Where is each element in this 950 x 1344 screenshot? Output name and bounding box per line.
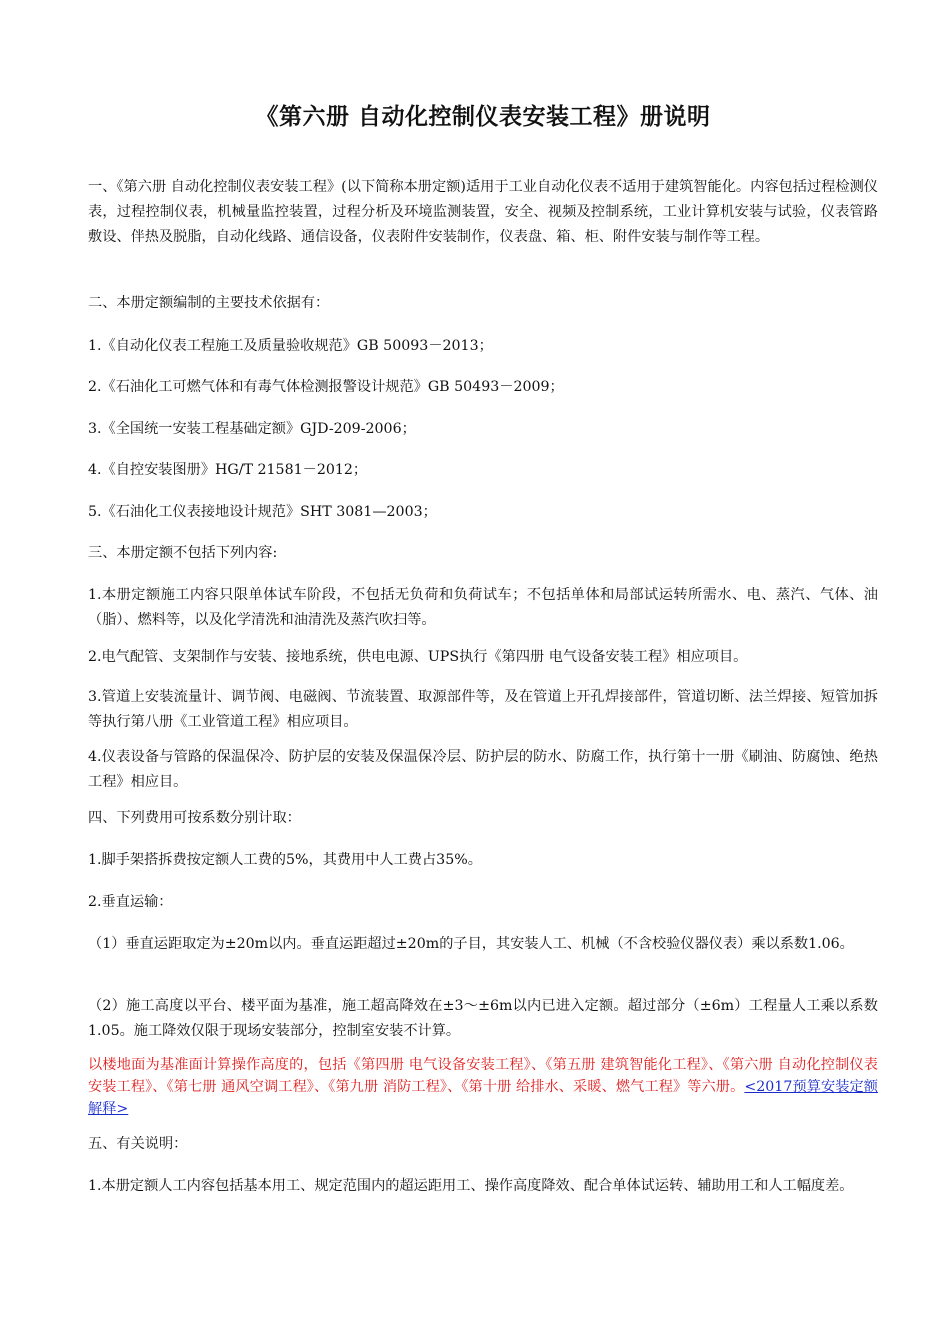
section1-paragraph: 一、《第六册 自动化控制仪表安装工程》(以下简称本册定额)适用于工业自动化仪表不适用于建筑智能化。内容包括过程检测仪表，过程控制仪表，机械量监控装置，过程分析及环境监测装置，安全、视频及控制系统，工业计算机安装与试验，仪表管路敷设、伴热及脱脂，自动化线路、通信设备，仪表附件安装制作，仪表盘、箱、柜、附件安装与制作等工程。: [88, 179, 878, 245]
section3-heading: 三、本册定额不包括下列内容:: [88, 545, 278, 561]
section2-item-1: 1.《自动化仪表工程施工及质量验收规范》GB 50093－2013；: [88, 338, 493, 354]
section4-note-text: 以楼地面为基准面计算操作高度的，包括《第四册 电气设备安装工程》、《第五册 建筑智能化工程》、《第六册 自动化控制仪表安装工程》、《第七册 通风空调工程》、《第九册 消防工程》、《第十册 给排水、采暖、燃气工程》等六册。: [88, 1057, 878, 1095]
section2-item-4: 4.《自控安装图册》HG/T 21581－2012；: [88, 462, 368, 478]
section4-heading: 四、下列费用可按系数分别计取：: [88, 810, 301, 826]
section2-heading: 二、本册定额编制的主要技术依据有：: [88, 295, 330, 311]
section3-item-1: 1.本册定额施工内容只限单体试车阶段，不包括无负荷和负荷试车；不包括单体和局部试运转所需水、电、蒸汽、气体、油（脂）、燃料等，以及化学清洗和油清洗及蒸汽吹扫等。: [88, 587, 878, 628]
section5-heading: 五、有关说明：: [88, 1136, 188, 1152]
section2-item-5: 5.《石油化工仪表接地设计规范》SHT 3081—2003；: [88, 504, 437, 520]
section4-sub-2: （2）施工高度以平台、楼平面为基准，施工超高降效在±3～±6m以内已进入定额。超过部分（±6m）工程量人工乘以系数1.05。施工降效仅限于现场安装部分，控制室安装不计算。: [88, 998, 878, 1039]
section2-item-2: 2.《石油化工可燃气体和有毒气体检测报警设计规范》GB 50493－2009；: [88, 379, 564, 395]
section3-item-2: 2.电气配管、支架制作与安装、接地系统，供电电源、UPS执行《第四册 电气设备安装工程》相应项目。: [88, 649, 748, 665]
section4-sub-1: （1）垂直运距取定为±20m以内。垂直运距超过±20m的子目，其安装人工、机械（不含校验仪器仪表）乘以系数1.06。: [88, 936, 854, 952]
section5-item-1: 1.本册定额人工内容包括基本用工、规定范围内的超运距用工、操作高度降效、配合单体试运转、辅助用工和人工幅度差。: [88, 1178, 854, 1194]
section4-item-1: 1.脚手架搭拆费按定额人工费的5%，其费用中人工费占35%。: [88, 852, 482, 868]
page-title: 《第六册 自动化控制仪表安装工程》册说明: [255, 104, 711, 130]
section4-note: [88, 1054, 878, 1120]
section2-item-3: 3.《全国统一安装工程基础定额》GJD-209-2006；: [88, 421, 416, 437]
document-page: [88, 0, 878, 1344]
section3-item-4: 4.仪表设备与管路的保温保冷、防护层的安装及保温保冷层、防护层的防水、防腐工作，执行第十一册《刷油、防腐蚀、绝热工程》相应目。: [88, 749, 878, 790]
section3-item-3: 3.管道上安装流量计、调节阀、电磁阀、节流装置、取源部件等，及在管道上开孔焊接部件，管道切断、法兰焊接、短管加拆等执行第八册《工业管道工程》相应项目。: [88, 689, 878, 730]
section4-item-2: 2.垂直运输：: [88, 894, 173, 910]
interpretation-link[interactable]: <2017预算安装定额解释>: [88, 1079, 878, 1117]
